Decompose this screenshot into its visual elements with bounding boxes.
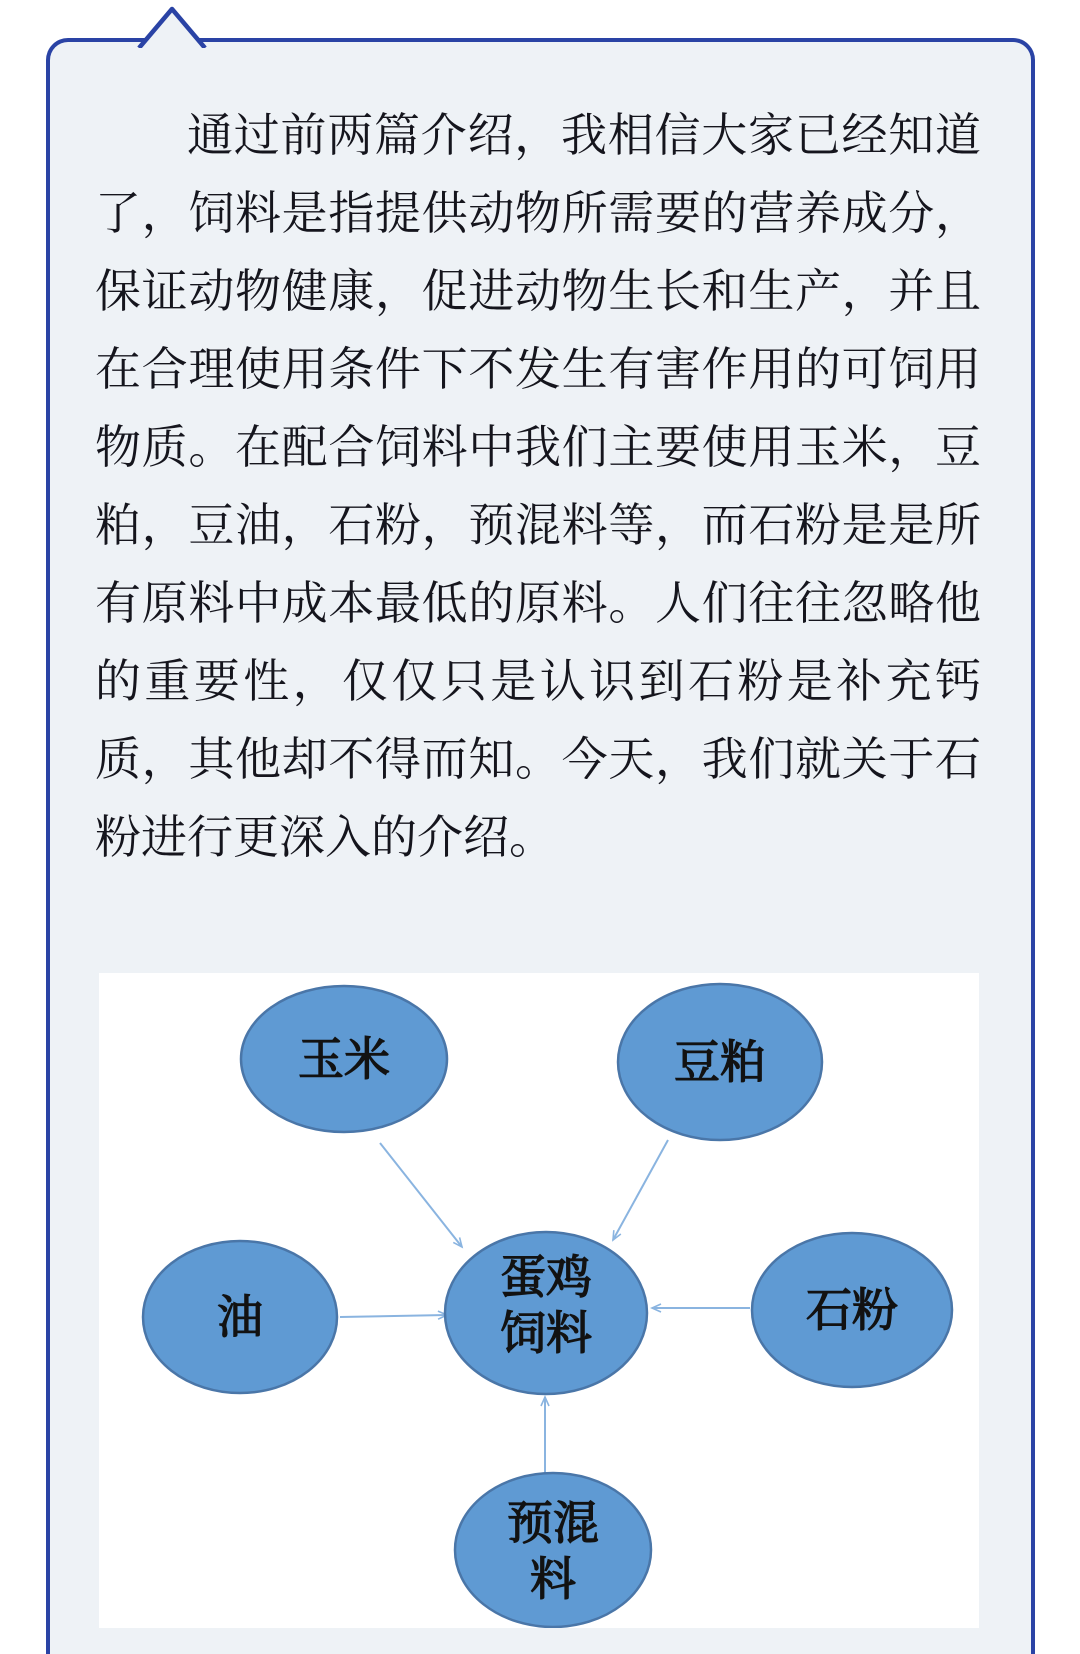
layer-feed-label-line1: 蛋鸡 (500, 1252, 592, 1303)
speech-bubble-panel (46, 38, 1035, 1654)
node-soybean-meal (618, 984, 822, 1140)
node-layer-feed (445, 1232, 647, 1394)
feed-ingredients-diagram (99, 973, 979, 1628)
premix-label-line2: 料 (530, 1554, 576, 1605)
node-stone-powder (752, 1233, 952, 1387)
soybean-label: 豆粕 (674, 1037, 766, 1088)
stone-label: 石粉 (806, 1285, 898, 1336)
article-paragraph: 通过前两篇介绍，我相信大家已经知道了，饲料是指提供动物所需要的营养成分，保证动物健康，促进动物生长和生产，并且在合理使用条件下不发生有害作用的可饲用物质。在配合饲料中我们主要使用玉米，豆粕，豆油，石粉，预混料等，而石粉是是所有原料中成本最低的原料。人们往往忽略他的重要性，仅仅只是认识到石粉是补充钙质，其他却不得而知。今天，我们就关于石粉进行更深入的介绍。 (95, 109, 981, 863)
speech-bubble-tail (134, 2, 210, 48)
node-oil (143, 1241, 337, 1393)
diagram-canvas (99, 973, 979, 1628)
oil-label: 油 (217, 1292, 263, 1343)
node-premix (455, 1473, 651, 1627)
layer-feed-label-line2: 饲料 (500, 1308, 592, 1359)
corn-label: 玉米 (298, 1034, 390, 1085)
arrow-oil-to-feed (340, 1315, 447, 1317)
arrow-soybean-to-feed (613, 1140, 668, 1240)
node-corn (241, 986, 447, 1132)
premix-label-line1: 预混 (507, 1498, 599, 1549)
arrow-corn-to-feed (380, 1143, 462, 1247)
